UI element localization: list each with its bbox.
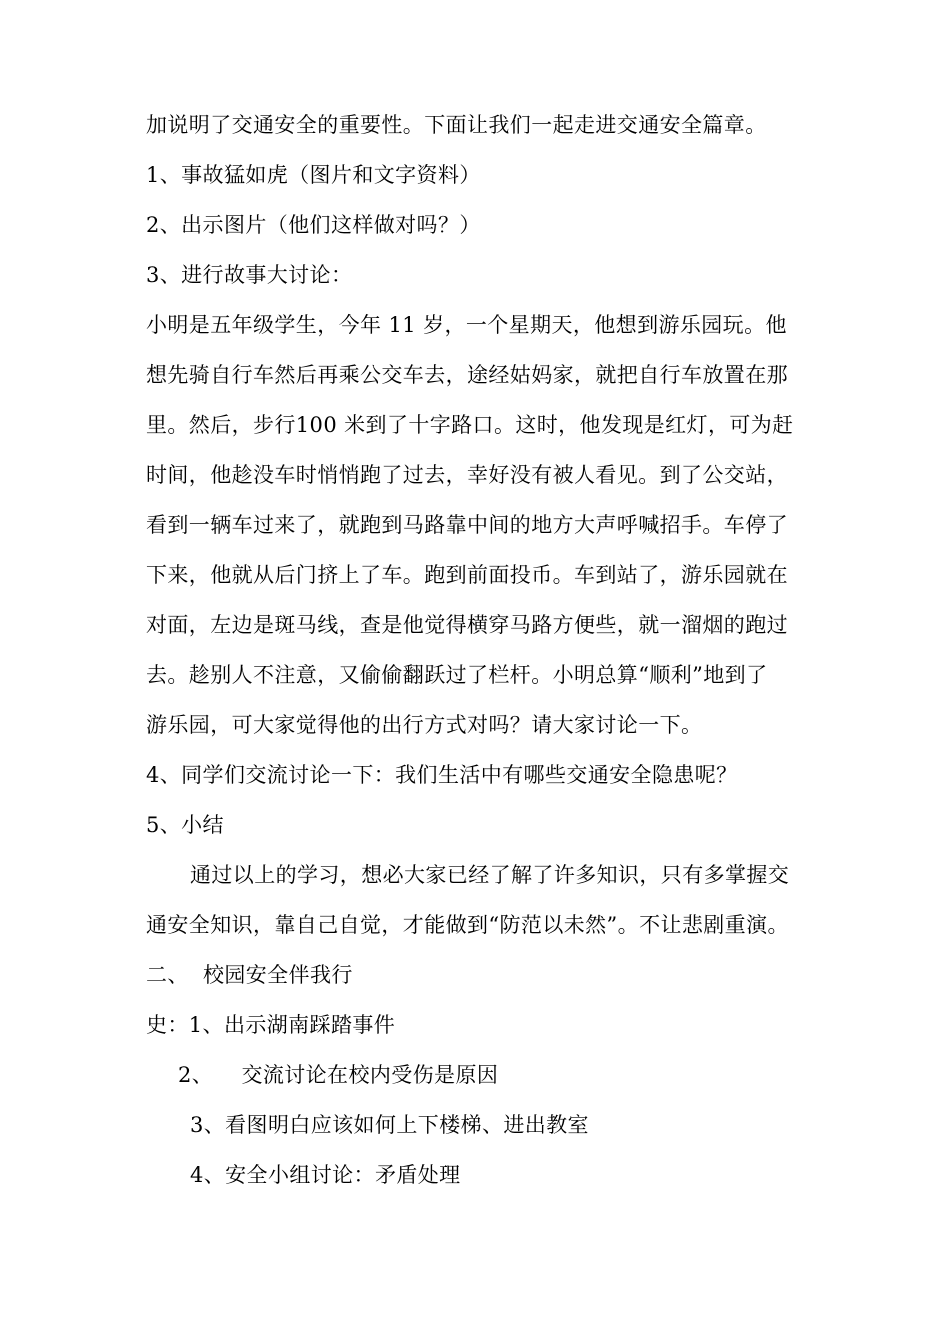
story-line: 看到一辆车过来了，就跑到马路靠中间的地方大声呼喊招手。车停了 — [146, 513, 788, 537]
summary-paragraph-line: 通安全知识，靠自己自觉，才能做到“防范以未然”。不让悲剧重演。 — [146, 913, 789, 937]
document-body — [146, 100, 826, 1200]
list-item-group-discussion: 4、同学们交流讨论一下：我们生活中有哪些交通安全隐患呢？ — [146, 763, 738, 787]
story-line: 游乐园，可大家觉得他的出行方式对吗？请大家讨论一下。 — [146, 713, 703, 737]
list-item-summary: 5、小结 — [146, 813, 224, 837]
list-item-story-discussion: 3、进行故事大讨论： — [146, 263, 353, 287]
section-heading-campus-safety: 二、 校园安全伴我行 — [146, 963, 353, 987]
list-item-stairs: 3、看图明白应该如何上下楼梯、进出教室 — [190, 1113, 589, 1137]
list-item-show-pictures: 2、出示图片（他们这样做对吗？） — [146, 213, 481, 237]
story-line: 想先骑自行车然后再乘公交车去，途经姑妈家，就把自行车放置在那 — [146, 363, 788, 387]
story-line: 去。趁别人不注意，又偷偷翻跃过了栏杆。小明总算“顺利”地到了 — [146, 663, 768, 687]
story-line: 对面，左边是斑马线，查是他觉得横穿马路方便些，就一溜烟的跑过 — [146, 613, 788, 637]
list-item-hunan-event: 史：1、出示湖南踩踏事件 — [146, 1013, 396, 1037]
list-item-conflict: 4、安全小组讨论：矛盾处理 — [190, 1163, 461, 1187]
summary-paragraph-line: 通过以上的学习，想必大家已经了解了许多知识，只有多掌握交 — [190, 863, 790, 887]
story-line: 下来，他就从后门挤上了车。跑到前面投币。车到站了，游乐园就在 — [146, 563, 788, 587]
story-line: 时间，他趁没车时悄悄跑了过去，幸好没有被人看见。到了公交站， — [146, 463, 788, 487]
story-line: 小明是五年级学生，今年 11 岁，一个星期天，他想到游乐园玩。他 — [146, 313, 787, 337]
story-line: 里。然后，步行100 米到了十字路口。这时，他发现是红灯，可为赶 — [146, 413, 794, 437]
text-line: 加说明了交通安全的重要性。下面让我们一起走进交通安全篇章。 — [146, 113, 767, 137]
list-item-accident: 1、事故猛如虎（图片和文字资料） — [146, 163, 481, 187]
list-item-injury-discussion: 2、 交流讨论在校内受伤是原因 — [178, 1063, 499, 1087]
